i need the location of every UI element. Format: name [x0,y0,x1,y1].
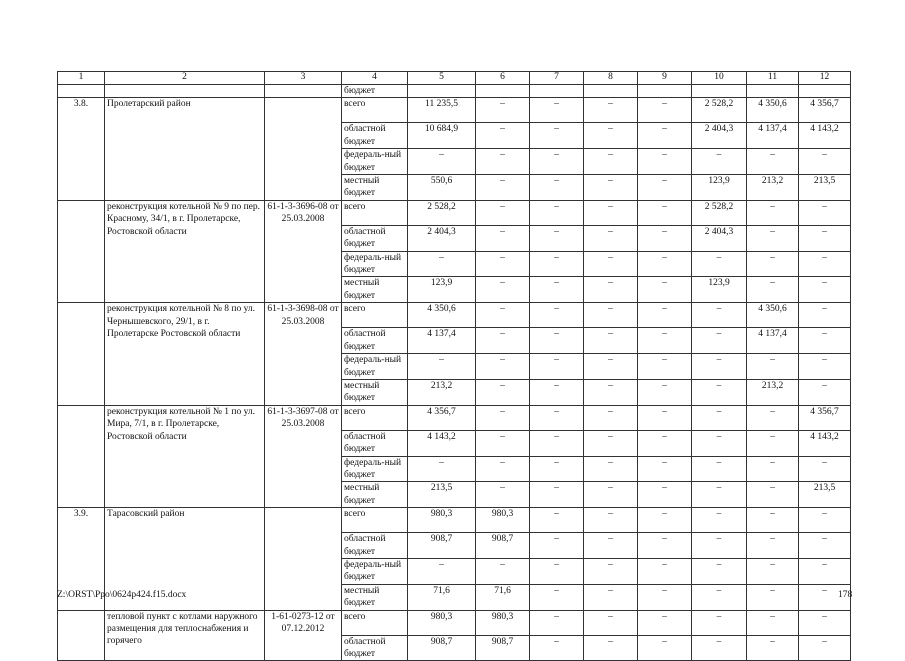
cell-value: – [799,610,851,635]
cell-name [105,85,265,98]
cell-value: 71,6 [476,584,530,610]
cell-value: – [476,200,530,225]
cell-value: – [476,277,530,303]
cell-type: всего [342,98,408,123]
cell-value: – [799,558,851,584]
cell-value: – [476,430,530,456]
cell-value: – [799,149,851,175]
cell-value: – [638,379,692,405]
cell-value: – [799,277,851,303]
cell-value: – [530,251,584,277]
cell-value: – [408,149,476,175]
cell-value: – [692,251,747,277]
header-col: 5 [408,72,476,85]
cell-value: – [476,379,530,405]
cell-value: – [638,558,692,584]
cell-value: – [476,328,530,354]
header-col: 7 [530,72,584,85]
cell-value: 908,7 [408,533,476,559]
cell-value: – [530,328,584,354]
cell-value: – [747,456,799,482]
table-row [58,610,851,635]
cell-value: 2 404,3 [692,225,747,251]
cell-value: – [692,405,747,430]
cell-value: 4 143,2 [799,430,851,456]
cell-value: – [584,405,638,430]
header-col: 9 [638,72,692,85]
cell-value: – [530,354,584,380]
cell-num [58,303,105,405]
cell-value: – [476,456,530,482]
cell-value: 123,9 [408,277,476,303]
cell-value: – [476,225,530,251]
cell-value: 10 684,9 [408,123,476,149]
header-col: 4 [342,72,408,85]
cell-value: – [476,405,530,430]
cell-value: – [584,635,638,661]
cell-name: Тарасовский район [105,508,265,610]
cell-value: 213,2 [408,379,476,405]
cell-num [58,405,105,507]
cell-value: – [530,175,584,201]
cell-value: – [584,149,638,175]
cell-value: – [530,584,584,610]
cell-value: 2 404,3 [692,123,747,149]
header-col: 2 [105,72,265,85]
cell-value: – [530,405,584,430]
cell-value: – [747,533,799,559]
cell-value: – [530,98,584,123]
header-col: 10 [692,72,747,85]
cell-value: – [638,482,692,508]
cell-value: – [638,533,692,559]
cell-value: 980,3 [476,508,530,533]
cell-value: 4 356,7 [408,405,476,430]
cell-value: 4 356,7 [799,98,851,123]
cell-value: – [408,251,476,277]
cell-value: – [530,533,584,559]
cell-value: – [747,584,799,610]
header-col: 11 [747,72,799,85]
cell-value: – [638,635,692,661]
header-col: 12 [799,72,851,85]
cell-value: – [530,430,584,456]
cell-value: – [530,149,584,175]
cell-value: – [692,430,747,456]
cell-value: 213,5 [799,175,851,201]
cell-value: 2 528,2 [692,200,747,225]
header-row [58,72,851,85]
cell-type: областной бюджет [342,225,408,251]
cell-value: 2 404,3 [408,225,476,251]
cell-value: – [638,123,692,149]
cell-doc [265,98,342,200]
cell-name: реконструкция котельной № 8 по ул. Чернышевского, 29/1, в г. Пролетарске Ростовской области [105,303,265,405]
cell-value: 213,2 [747,175,799,201]
cell-value: – [799,251,851,277]
cell-value: 213,5 [799,482,851,508]
cell-value: – [638,200,692,225]
header-col: 8 [584,72,638,85]
cell-type: всего [342,303,408,328]
cell-value: – [799,456,851,482]
cell-value: – [584,303,638,328]
cell-value: – [799,200,851,225]
cell-value: – [530,482,584,508]
cell-value: – [408,558,476,584]
cell-value: – [692,354,747,380]
cell-doc: 61-1-3-3698-08 от 25.03.2008 [265,303,342,405]
cell-value: – [692,328,747,354]
cell-value: – [530,456,584,482]
footer-file-path: Z:\ORST\Ppo\0624p424.f15.docx [57,590,187,600]
cell-value: – [584,610,638,635]
cell-type: областной бюджет [342,635,408,661]
cell-value: – [584,98,638,123]
cell-value: – [799,354,851,380]
cell-value: – [638,175,692,201]
cell-value: 4 137,4 [408,328,476,354]
cell-value: – [747,610,799,635]
cell-name: тепловой пункт с котлами наружного размещения для теплоснабжения и горячего [105,610,265,661]
cell-type: местный бюджет [342,379,408,405]
cell-doc: 61-1-3-3696-08 от 25.03.2008 [265,200,342,302]
cell-value: – [584,277,638,303]
cell-value: – [747,354,799,380]
cell-value: – [692,379,747,405]
cell-value: 11 235,5 [408,98,476,123]
cell-value: – [692,635,747,661]
cell-type: всего [342,610,408,635]
cell-type: всего [342,200,408,225]
cell-value: – [799,328,851,354]
cell-value: – [747,277,799,303]
cell-value: – [638,584,692,610]
cell-value: – [476,251,530,277]
cell-value: 2 528,2 [408,200,476,225]
cell-value: – [476,175,530,201]
cell-value: 550,6 [408,175,476,201]
cell-value: 123,9 [692,277,747,303]
cell-type: областной бюджет [342,123,408,149]
cell-value: – [530,635,584,661]
cell-value: – [638,251,692,277]
cell-value: – [530,508,584,533]
header-col: 6 [476,72,530,85]
cell-value: – [584,354,638,380]
cell-value: 213,2 [747,379,799,405]
header-row-group [58,72,851,85]
cell-type: федераль-ный бюджет [342,251,408,277]
cell-value: – [799,379,851,405]
cell-value: 4 143,2 [408,430,476,456]
cell-value: – [530,225,584,251]
cell-value: – [638,98,692,123]
cell-doc [265,508,342,610]
cell-value: – [799,303,851,328]
cell-value: 4 350,6 [747,303,799,328]
cell-type: местный бюджет [342,175,408,201]
cell-value: – [584,379,638,405]
cell-value: – [408,456,476,482]
cell-value: – [692,558,747,584]
cell-value: – [692,610,747,635]
cell-value: – [692,456,747,482]
cell-value: 980,3 [408,508,476,533]
header-col: 3 [265,72,342,85]
cell-value: – [584,251,638,277]
cell-value: – [638,456,692,482]
cell-value: – [747,430,799,456]
cell-value: – [584,225,638,251]
cell-value: – [692,303,747,328]
cell-value: 2 528,2 [692,98,747,123]
cell-value: – [638,149,692,175]
table-row [58,405,851,430]
cell-type: местный бюджет [342,482,408,508]
cell-num: 3.8. [58,98,105,200]
cell-value: – [747,635,799,661]
cell-type: федераль-ный бюджет [342,354,408,380]
cell-value: – [692,482,747,508]
cell-value: – [408,354,476,380]
cell-value: – [799,225,851,251]
cell-value: 4 137,4 [747,328,799,354]
cell-name: реконструкция котельной № 1 по ул. Мира, 7/1, в г. Пролетарске, Ростовской области [105,405,265,507]
cell-doc: 1-61-0273-12 от 07.12.2012 [265,610,342,661]
cell-value: 908,7 [408,635,476,661]
cell-value: 4 137,4 [747,123,799,149]
cell-value: – [638,328,692,354]
cell-value: 4 350,6 [747,98,799,123]
cell-type: бюджет [342,85,408,98]
cell-value: – [638,508,692,533]
cell-value: – [638,354,692,380]
cell-value: – [530,610,584,635]
cell-value: – [584,508,638,533]
page-number: 178 [838,590,853,600]
cell-value: – [638,277,692,303]
cell-type: областной бюджет [342,430,408,456]
cell-value: – [584,533,638,559]
cell-type: местный бюджет [342,584,408,610]
cell-value: – [799,584,851,610]
cell-type: всего [342,508,408,533]
cell-value: – [638,225,692,251]
cell-value: – [476,123,530,149]
cell-value: 908,7 [476,635,530,661]
cell-type: местный бюджет [342,277,408,303]
cell-value: – [692,533,747,559]
table-row [58,303,851,328]
cell-doc: 61-1-3-3697-08 от 25.03.2008 [265,405,342,507]
cell-value: – [584,430,638,456]
cell-value: – [584,175,638,201]
table-body [58,85,851,661]
cell-value: – [530,379,584,405]
cell-value: – [638,430,692,456]
cell-value: – [638,303,692,328]
cell-name: реконструкция котельной № 9 по пер. Красному, 34/1, в г. Пролетарске, Ростовской области [105,200,265,302]
header-col: 1 [58,72,105,85]
cell-value: 4 356,7 [799,405,851,430]
cell-type: федераль-ный бюджет [342,456,408,482]
cell-value: – [530,277,584,303]
cell-value: – [638,405,692,430]
cell-doc [265,85,342,98]
cell-num: 3.9. [58,508,105,610]
cell-value: – [747,482,799,508]
cell-value: – [530,558,584,584]
table-row [58,200,851,225]
cell-value: 123,9 [692,175,747,201]
cell-type: федераль-ный бюджет [342,558,408,584]
cell-value: – [530,303,584,328]
cell-value: – [584,328,638,354]
cell-num [58,200,105,302]
cell-type: федераль-ный бюджет [342,149,408,175]
cell-value: – [799,635,851,661]
cell-value: 980,3 [476,610,530,635]
cell-value: 4 350,6 [408,303,476,328]
cell-value: – [692,149,747,175]
cell-value: – [476,354,530,380]
cell-value: – [476,482,530,508]
cell-value: – [584,200,638,225]
cell-name: Пролетарский район [105,98,265,200]
cell-value: 980,3 [408,610,476,635]
cell-value: – [584,456,638,482]
cell-value: – [747,149,799,175]
table-row [58,85,851,98]
table-row [58,508,851,533]
cell-value: – [747,405,799,430]
cell-value: – [584,558,638,584]
cell-type: всего [342,405,408,430]
cell-value: – [799,533,851,559]
cell-value: – [584,482,638,508]
cell-value: – [476,303,530,328]
cell-value: – [584,123,638,149]
cell-value: – [799,508,851,533]
cell-value: – [530,123,584,149]
cell-value: – [692,584,747,610]
cell-value: 4 143,2 [799,123,851,149]
cell-num [58,85,105,98]
cell-value: – [476,98,530,123]
cell-value: 908,7 [476,533,530,559]
cell-value: – [476,149,530,175]
cell-value: – [584,584,638,610]
cell-value: – [747,225,799,251]
budget-table [57,71,851,661]
table-row [58,98,851,123]
cell-num [58,610,105,661]
cell-value: 71,6 [408,584,476,610]
cell-value: 213,5 [408,482,476,508]
cell-value: – [530,200,584,225]
cell-type: областной бюджет [342,533,408,559]
cell-value: – [747,251,799,277]
cell-value: – [638,610,692,635]
cell-value: – [747,558,799,584]
cell-value: – [692,508,747,533]
cell-value: – [476,558,530,584]
cell-value: – [747,508,799,533]
cell-type: областной бюджет [342,328,408,354]
cell-value: – [747,200,799,225]
